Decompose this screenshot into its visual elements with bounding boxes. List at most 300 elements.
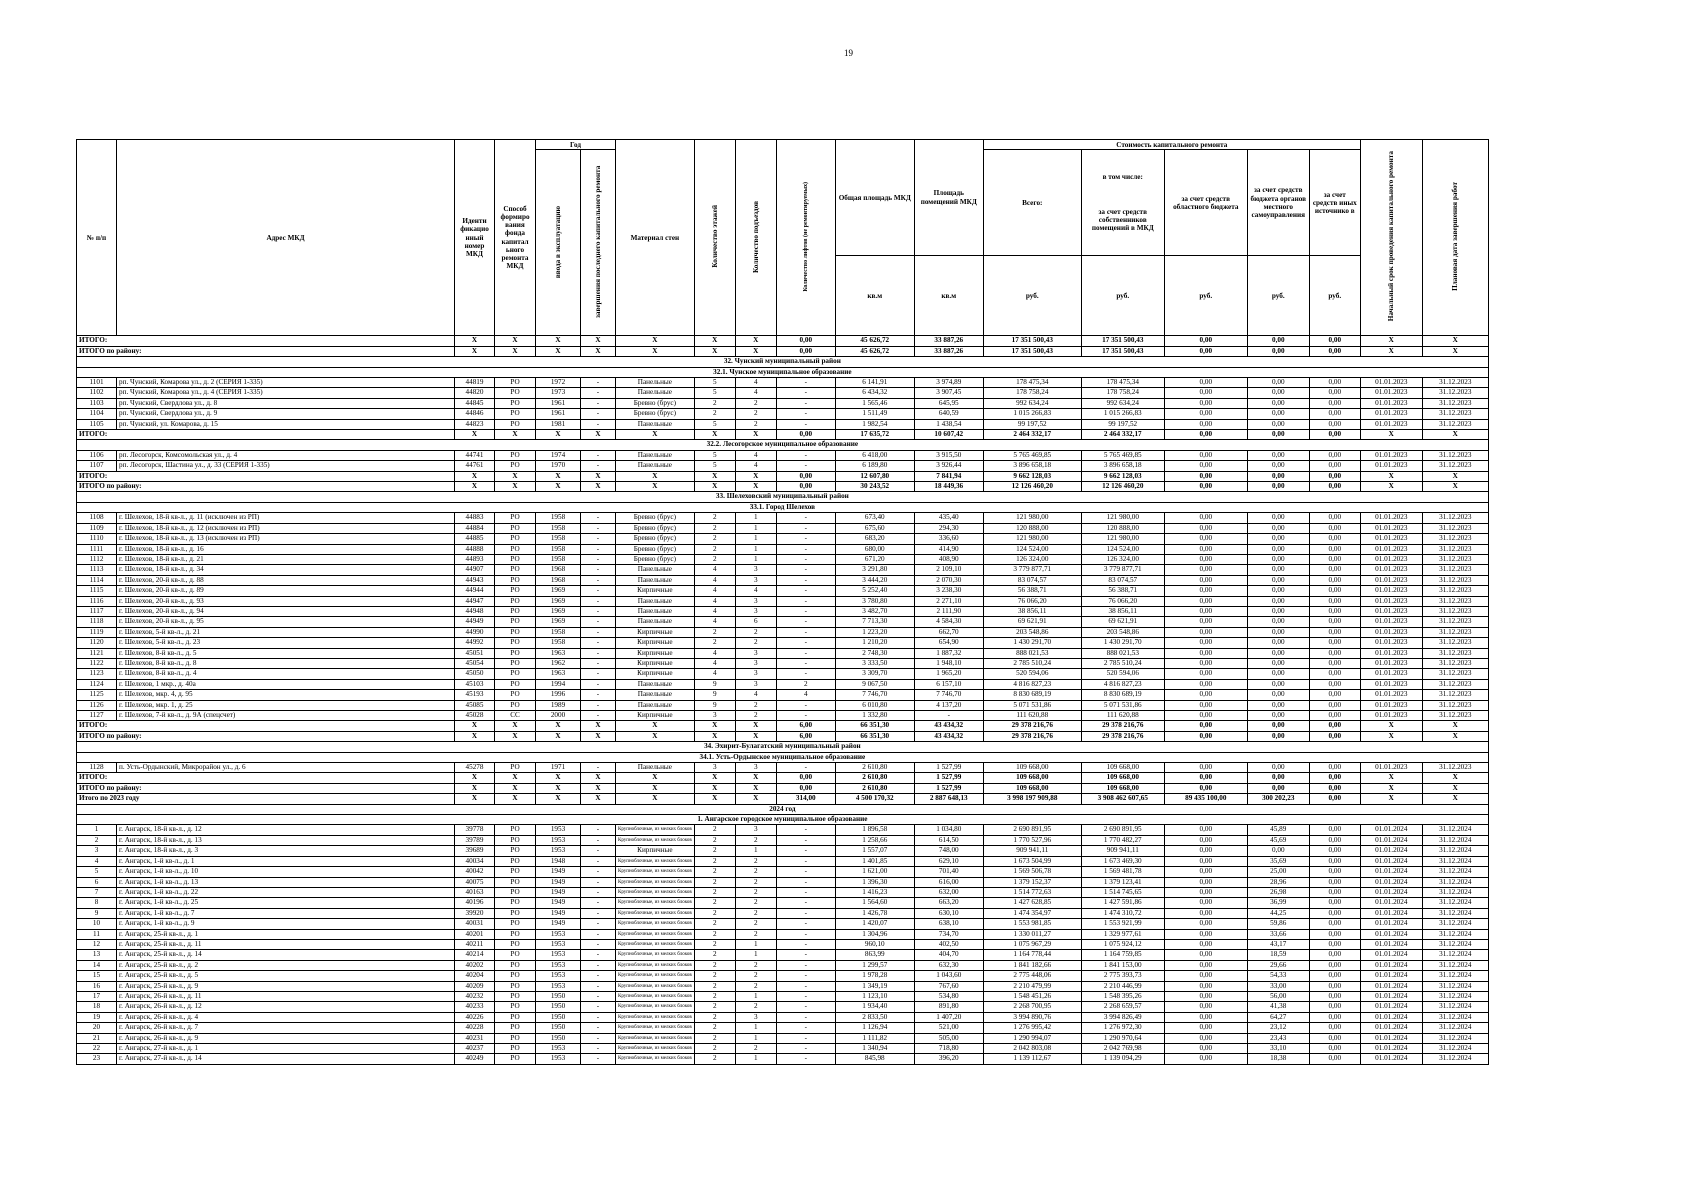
section-heading-row (77, 742, 1489, 752)
table-cell: 2 (735, 1002, 776, 1012)
address-cell: г. Шелехов, 18-й кв-л., д. 11 (исключен из РП) (117, 513, 455, 523)
table-cell: 2 109,10 (914, 565, 983, 575)
table-cell: 45028 (455, 711, 495, 721)
table-cell: 203 548,86 (1081, 627, 1164, 637)
table-cell: 5 (694, 378, 735, 388)
table-cell: 888 021,53 (983, 648, 1081, 658)
table-cell: 1109 (77, 523, 117, 533)
total-cell: 33 887,26 (914, 346, 983, 356)
table-cell: 748,00 (914, 846, 983, 856)
table-cell: 31.12.2023 (1422, 378, 1488, 388)
table-cell: - (581, 1002, 616, 1012)
table-cell: 1 569 506,78 (983, 867, 1081, 877)
unit-rub: руб. (1164, 256, 1247, 336)
table-cell: 45278 (455, 763, 495, 773)
table-cell: 4 816 827,23 (1081, 679, 1164, 689)
table-cell: 31.12.2023 (1422, 638, 1488, 648)
table-cell: - (581, 981, 616, 991)
table-cell: 40201 (455, 929, 495, 939)
table-cell: 1994 (536, 679, 581, 689)
table-cell: 1 621,00 (835, 867, 914, 877)
table-cell: 31.12.2023 (1422, 398, 1488, 408)
table-cell: 2 210 446,99 (1081, 981, 1164, 991)
table-cell: 1949 (536, 877, 581, 887)
table-cell: РО (495, 856, 536, 866)
table-cell: 31.12.2023 (1422, 554, 1488, 564)
table-cell: - (776, 554, 835, 564)
table-cell: 0,00 (1247, 419, 1309, 429)
table-cell: 43,17 (1247, 939, 1309, 949)
table-cell: 0,00 (1309, 856, 1360, 866)
table-cell: 31.12.2024 (1422, 981, 1488, 991)
total-cell: X (616, 731, 695, 741)
total-cell: 10 607,42 (914, 430, 983, 440)
table-cell: 01.01.2024 (1360, 981, 1422, 991)
address-cell: г. Шелехов, 1 мкр., д. 40а (117, 679, 455, 689)
table-cell: 5 (694, 388, 735, 398)
total-cell: 2 464 332,17 (983, 430, 1081, 440)
table-cell: - (776, 939, 835, 949)
table-cell: 1969 (536, 606, 581, 616)
table-cell: 31.12.2023 (1422, 658, 1488, 668)
total-cell: 0,00 (1164, 336, 1247, 346)
table-cell: Крупноблочные, из мелких блоков (616, 950, 695, 960)
section-heading: 33.1. Город Шелехов (77, 502, 1489, 512)
total-cell: X (581, 794, 616, 804)
table-cell: 31.12.2023 (1422, 648, 1488, 658)
address-cell: г. Ангарск, 26-й кв-л., д. 4 (117, 1012, 455, 1022)
total-cell: X (495, 721, 536, 731)
table-cell: 31.12.2024 (1422, 939, 1488, 949)
table-cell: - (581, 461, 616, 471)
table-cell: РО (495, 835, 536, 845)
table-cell: 01.01.2024 (1360, 856, 1422, 866)
table-cell: 40204 (455, 971, 495, 981)
table-cell: 0,00 (1309, 919, 1360, 929)
table-cell: 0,00 (1164, 877, 1247, 887)
table-body (77, 336, 1489, 1064)
table-cell: 0,00 (1164, 398, 1247, 408)
table-cell: 0,00 (1164, 586, 1247, 596)
table-cell: 1 553 921,99 (1081, 919, 1164, 929)
table-cell: 01.01.2023 (1360, 638, 1422, 648)
table-cell: 3 (694, 711, 735, 721)
table-cell: 3 309,70 (835, 669, 914, 679)
address-cell: г. Ангарск, 27-й кв-л., д. 1 (117, 1044, 455, 1054)
total-cell: X (1360, 783, 1422, 793)
table-cell: 01.01.2024 (1360, 971, 1422, 981)
table-row (77, 596, 1489, 606)
total-cell: 1 527,99 (914, 783, 983, 793)
table-cell: 1953 (536, 1044, 581, 1054)
table-cell: 4 (735, 378, 776, 388)
table-cell: 0,00 (1309, 669, 1360, 679)
table-cell: 1972 (536, 378, 581, 388)
table-cell: 2 (735, 398, 776, 408)
table-cell: - (581, 513, 616, 523)
table-cell: 1953 (536, 846, 581, 856)
table-cell: 1953 (536, 981, 581, 991)
table-cell: Бревно (брус) (616, 409, 695, 419)
table-cell: 44944 (455, 586, 495, 596)
table-cell: 4 137,20 (914, 700, 983, 710)
table-cell: 2 (735, 960, 776, 970)
total-cell: 29 378 216,76 (1081, 731, 1164, 741)
table-cell: 01.01.2024 (1360, 960, 1422, 970)
table-cell: 44888 (455, 544, 495, 554)
table-cell: 1958 (536, 523, 581, 533)
table-cell: - (776, 627, 835, 637)
total-cell: X (735, 346, 776, 356)
table-cell: 01.01.2023 (1360, 544, 1422, 554)
col-elevators-header: Количество лифтов (не ремонтируемых) (776, 140, 835, 336)
table-cell: 31.12.2023 (1422, 690, 1488, 700)
table-cell: 3 896 658,18 (1081, 461, 1164, 471)
table-cell: 0,00 (1309, 586, 1360, 596)
table-cell: 435,40 (914, 513, 983, 523)
table-cell: 2 210 479,99 (983, 981, 1081, 991)
table-cell: 01.01.2024 (1360, 1044, 1422, 1054)
table-cell: 40214 (455, 950, 495, 960)
table-cell: - (581, 1012, 616, 1022)
table-cell: 1 548 395,26 (1081, 991, 1164, 1001)
table-cell: РО (495, 1054, 536, 1064)
table-row (77, 919, 1489, 929)
table-cell: 0,00 (1309, 658, 1360, 668)
table-cell: 2 (694, 1054, 735, 1064)
table-cell: РО (495, 658, 536, 668)
table-cell: 1 896,58 (835, 825, 914, 835)
table-cell: 1 982,54 (835, 419, 914, 429)
address-cell: г. Шелехов, 20-й кв-л., д. 89 (117, 586, 455, 596)
table-cell: 83 074,57 (983, 575, 1081, 585)
table-cell: 2 775 448,06 (983, 971, 1081, 981)
table-cell: 6 010,80 (835, 700, 914, 710)
table-cell: 1981 (536, 419, 581, 429)
table-row (77, 1012, 1489, 1022)
table-cell: - (581, 939, 616, 949)
address-cell: г. Шелехов, 5-й кв-л., д. 23 (117, 638, 455, 648)
table-cell: Крупноблочные, из мелких блоков (616, 908, 695, 918)
address-cell: рп. Лесогорск, Шастина ул., д. 33 (СЕРИЯ 1-335) (117, 461, 455, 471)
table-cell: - (581, 908, 616, 918)
total-row (77, 794, 1489, 804)
total-label: Итого по 2023 году (77, 794, 455, 804)
table-cell: 534,80 (914, 991, 983, 1001)
table-cell: - (776, 919, 835, 929)
table-cell: 44820 (455, 388, 495, 398)
table-cell: 01.01.2023 (1360, 669, 1422, 679)
table-cell: Кирпичные (616, 648, 695, 658)
col-oblast-header: за счет средств областного бюджета (1164, 150, 1247, 256)
table-row (77, 544, 1489, 554)
table-cell: 5 252,40 (835, 586, 914, 596)
total-cell: X (1360, 430, 1422, 440)
table-row (77, 648, 1489, 658)
total-cell: X (616, 721, 695, 731)
table-cell: 4 (694, 606, 735, 616)
table-row (77, 929, 1489, 939)
table-cell: 2 (694, 908, 735, 918)
total-cell: X (455, 346, 495, 356)
table-cell: 663,20 (914, 898, 983, 908)
table-cell: 4 (694, 658, 735, 668)
total-cell: X (581, 731, 616, 741)
total-cell: 17 351 500,43 (1081, 346, 1164, 356)
table-row (77, 690, 1489, 700)
table-cell: 3 (735, 606, 776, 616)
table-cell: 1108 (77, 513, 117, 523)
table-cell: 109 668,00 (983, 763, 1081, 773)
total-cell: 0,00 (1309, 794, 1360, 804)
table-cell: 0,00 (1247, 700, 1309, 710)
table-cell: Крупноблочные, из мелких блоков (616, 960, 695, 970)
table-cell: 0,00 (1309, 513, 1360, 523)
table-cell: 1 841 182,66 (983, 960, 1081, 970)
table-cell: - (776, 534, 835, 544)
total-cell: X (1422, 346, 1488, 356)
table-cell: - (581, 565, 616, 575)
total-cell: 0,00 (1164, 482, 1247, 492)
table-cell: Панельные (616, 596, 695, 606)
table-cell: 31.12.2023 (1422, 711, 1488, 721)
table-header (77, 140, 1489, 336)
total-row (77, 471, 1489, 481)
table-cell: РО (495, 679, 536, 689)
table-cell: 4 584,30 (914, 617, 983, 627)
total-cell: X (1422, 336, 1488, 346)
table-cell: 1968 (536, 575, 581, 585)
table-cell: 1112 (77, 554, 117, 564)
table-cell: 1 164 778,44 (983, 950, 1081, 960)
address-cell: г. Ангарск, 1-й кв-л., д. 22 (117, 887, 455, 897)
table-cell: - (776, 398, 835, 408)
table-row (77, 1002, 1489, 1012)
table-cell: 2 (776, 679, 835, 689)
address-cell: г. Ангарск, 18-й кв-л., д. 3 (117, 846, 455, 856)
table-cell: - (581, 658, 616, 668)
table-cell: - (581, 638, 616, 648)
table-cell: 40202 (455, 960, 495, 970)
table-cell: 0,00 (1309, 867, 1360, 877)
table-cell: 2 (694, 929, 735, 939)
table-cell: 126 324,00 (1081, 554, 1164, 564)
table-cell: 01.01.2023 (1360, 596, 1422, 606)
table-cell: 44,25 (1247, 908, 1309, 918)
table-cell: 0,00 (1164, 835, 1247, 845)
table-cell: 960,10 (835, 939, 914, 949)
table-cell: 01.01.2024 (1360, 835, 1422, 845)
table-cell: 31.12.2023 (1422, 700, 1488, 710)
address-cell: рп. Чунский, Свердлова ул., д. 8 (117, 398, 455, 408)
table-cell: 2 070,30 (914, 575, 983, 585)
table-cell: 2 (735, 887, 776, 897)
table-cell: РО (495, 981, 536, 991)
table-cell: РО (495, 596, 536, 606)
table-cell: 2 271,10 (914, 596, 983, 606)
total-cell: 0,00 (1247, 471, 1309, 481)
table-cell: 1 514 772,63 (983, 887, 1081, 897)
total-cell: 12 126 460,20 (983, 482, 1081, 492)
table-cell: 0,00 (1247, 554, 1309, 564)
table-cell: 7 746,70 (835, 690, 914, 700)
table-cell: 0,00 (1309, 523, 1360, 533)
table-cell: 0,00 (1247, 398, 1309, 408)
table-cell: 01.01.2024 (1360, 991, 1422, 1001)
table-cell: 1968 (536, 565, 581, 575)
table-cell: 1953 (536, 1054, 581, 1064)
table-cell: 11 (77, 929, 117, 939)
table-cell: 1 111,82 (835, 1033, 914, 1043)
table-cell: 9 067,50 (835, 679, 914, 689)
table-cell: 1127 (77, 711, 117, 721)
table-cell: 01.01.2023 (1360, 534, 1422, 544)
table-cell: 26,98 (1247, 887, 1309, 897)
total-cell: 0,00 (1247, 721, 1309, 731)
table-cell: 44893 (455, 554, 495, 564)
table-cell: 0,00 (1164, 523, 1247, 533)
table-cell: Крупноблочные, из мелких блоков (616, 991, 695, 1001)
table-cell: Панельные (616, 461, 695, 471)
table-cell: 2 268 700,95 (983, 1002, 1081, 1012)
table-cell: 126 324,00 (983, 554, 1081, 564)
table-cell: 01.01.2023 (1360, 586, 1422, 596)
table-row (77, 846, 1489, 856)
table-cell: 0,00 (1247, 763, 1309, 773)
total-cell: 0,00 (1309, 773, 1360, 783)
table-cell: Панельные (616, 690, 695, 700)
table-cell: 01.01.2023 (1360, 658, 1422, 668)
table-cell: 2 (694, 627, 735, 637)
table-cell: 44907 (455, 565, 495, 575)
table-row (77, 887, 1489, 897)
col-number-header: № п/п (77, 140, 117, 336)
table-cell: 0,00 (1164, 378, 1247, 388)
table-cell: 0,00 (1247, 544, 1309, 554)
table-cell: 1126 (77, 700, 117, 710)
table-cell: - (581, 575, 616, 585)
table-cell: 45085 (455, 700, 495, 710)
table-cell: РО (495, 388, 536, 398)
table-cell: 12 (77, 939, 117, 949)
table-cell: 21 (77, 1033, 117, 1043)
table-cell: 64,27 (1247, 1012, 1309, 1022)
table-cell: 2 (735, 1044, 776, 1054)
table-cell: 1104 (77, 409, 117, 419)
total-cell: X (536, 471, 581, 481)
table-row (77, 898, 1489, 908)
table-cell: 01.01.2024 (1360, 919, 1422, 929)
total-cell: 89 435 100,00 (1164, 794, 1247, 804)
table-cell: 1 (735, 991, 776, 1001)
total-cell: X (1422, 430, 1488, 440)
table-cell: 45103 (455, 679, 495, 689)
table-cell: 31.12.2023 (1422, 586, 1488, 596)
table-cell: - (581, 648, 616, 658)
table-cell: 31.12.2024 (1422, 919, 1488, 929)
table-cell: 1115 (77, 586, 117, 596)
table-cell: 0,00 (1309, 960, 1360, 970)
table-cell: - (776, 867, 835, 877)
col-year-in-header: ввода в эксплуатацию (536, 150, 581, 336)
table-row (77, 700, 1489, 710)
table-cell: 2 (735, 700, 776, 710)
address-cell: рп. Чунский, Комарова ул., д. 2 (СЕРИЯ 1-335) (117, 378, 455, 388)
table-cell: 7 713,30 (835, 617, 914, 627)
table-cell: 0,00 (1309, 971, 1360, 981)
table-cell: 1 401,85 (835, 856, 914, 866)
table-cell: 0,00 (1164, 669, 1247, 679)
table-cell: 13 (77, 950, 117, 960)
table-cell: 31.12.2024 (1422, 1044, 1488, 1054)
total-cell: X (495, 783, 536, 793)
table-cell: 0,00 (1164, 648, 1247, 658)
total-cell: 12 607,80 (835, 471, 914, 481)
table-cell: 1 553 981,85 (983, 919, 1081, 929)
table-cell: 0,00 (1164, 887, 1247, 897)
total-cell: 300 202,23 (1247, 794, 1309, 804)
table-cell: Крупноблочные, из мелких блоков (616, 835, 695, 845)
table-cell: Крупноблочные, из мелких блоков (616, 898, 695, 908)
table-cell: 1105 (77, 419, 117, 429)
table-cell: 0,00 (1164, 1054, 1247, 1064)
table-cell: 31.12.2023 (1422, 388, 1488, 398)
table-cell: 2 (694, 877, 735, 887)
table-cell: 701,40 (914, 867, 983, 877)
table-row (77, 991, 1489, 1001)
table-cell: 1958 (536, 638, 581, 648)
unit-sqm: кв.м (835, 256, 914, 336)
table-cell: 20 (77, 1023, 117, 1033)
total-cell: X (1360, 482, 1422, 492)
table-cell: 0,00 (1247, 513, 1309, 523)
col-area-total-header: Общая площадь МКД (835, 140, 914, 256)
table-cell: - (581, 398, 616, 408)
table-cell: 0,00 (1309, 825, 1360, 835)
total-cell: X (495, 731, 536, 741)
table-cell: 40233 (455, 1002, 495, 1012)
table-cell: 2 833,50 (835, 1012, 914, 1022)
table-cell: 2 (694, 939, 735, 949)
table-cell: 44823 (455, 419, 495, 429)
table-cell: 01.01.2023 (1360, 378, 1422, 388)
table-row (77, 534, 1489, 544)
table-cell: 2000 (536, 711, 581, 721)
table-cell: 1 426,78 (835, 908, 914, 918)
total-cell: 109 668,00 (983, 783, 1081, 793)
table-cell: 992 634,24 (983, 398, 1081, 408)
table-cell: 1 (735, 950, 776, 960)
table-cell: 0,00 (1309, 554, 1360, 564)
table-cell: 2 (735, 919, 776, 929)
col-owners-header: в том числе: за счет средств собственников помещений в МКД (1081, 150, 1164, 256)
table-cell: 1101 (77, 378, 117, 388)
table-cell: 31.12.2023 (1422, 679, 1488, 689)
table-cell: 44845 (455, 398, 495, 408)
table-cell: 4 (694, 575, 735, 585)
table-cell: - (581, 700, 616, 710)
total-label: ИТОГО: (77, 471, 455, 481)
table-cell: 2 (735, 419, 776, 429)
table-cell: - (776, 378, 835, 388)
total-cell: X (616, 471, 695, 481)
table-cell: 404,70 (914, 950, 983, 960)
table-cell: 3 (735, 648, 776, 658)
table-cell: - (581, 898, 616, 908)
total-cell: X (616, 430, 695, 440)
table-cell: 111 620,88 (983, 711, 1081, 721)
table-cell: 1996 (536, 690, 581, 700)
